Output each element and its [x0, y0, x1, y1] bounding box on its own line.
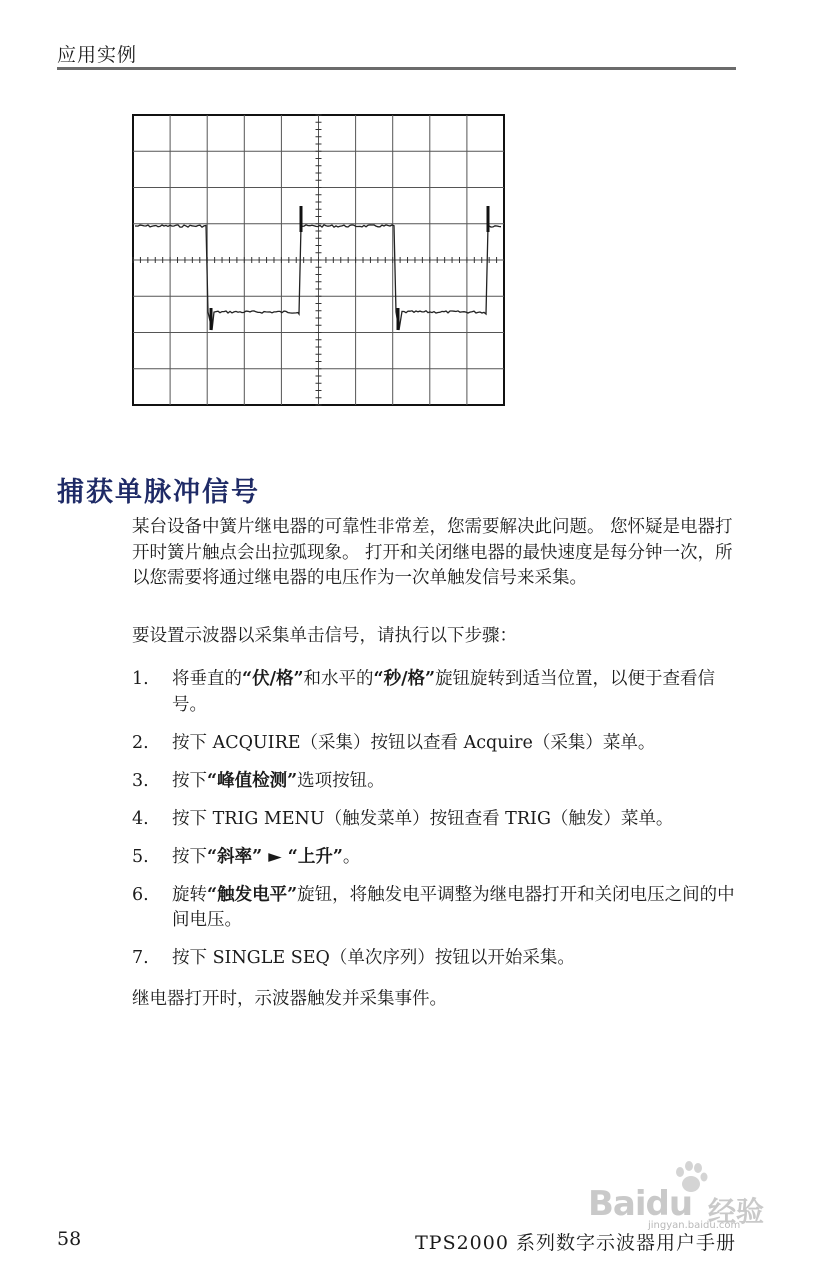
control-name: “峰值检测” [207, 770, 298, 791]
steps-intro: 要设置示波器以采集单击信号，请执行以下步骤： [132, 626, 517, 646]
step-number: 2. [132, 732, 149, 753]
procedure-steps [132, 667, 736, 984]
oscilloscope-figure [132, 114, 505, 406]
step-item [132, 667, 736, 718]
intro-paragraph: 某台设备中簧片继电器的可靠性非常差，您需要解决此问题。 您怀疑是电器打开时簧片触点会出拉弧现象。 打开和关闭继电器的最快速度是每分钟一次，所以您需要将通过继电器的电压作为一次单触发信号来采集。 [132, 517, 733, 588]
control-name: “秒/格” [373, 669, 436, 689]
step-text: 将垂直的 [172, 669, 242, 689]
running-header: 应用实例 [57, 44, 138, 66]
step-item [132, 807, 736, 833]
step-number: 7. [132, 948, 149, 968]
step-item [132, 845, 736, 871]
step-number: 3. [132, 770, 149, 791]
section-heading: 捕获单脉冲信号 [57, 477, 260, 508]
step-text: 。 [342, 846, 361, 867]
step-item [132, 946, 736, 972]
page-number: 58 [57, 1228, 82, 1250]
step-item [132, 769, 736, 795]
baidu-watermark [588, 1158, 778, 1231]
watermark-url: jingyan.baidu.com [648, 1220, 741, 1231]
step-number: 1. [132, 669, 149, 689]
step-text: 按下 [172, 770, 207, 791]
step-number: 4. [132, 808, 149, 829]
step-text: 按下 [172, 846, 207, 867]
watermark-brand: Baidu [588, 1184, 693, 1224]
step-text: 旋钮，将触发电平调整为继电器打开和关闭电压之间的中间电压。 [172, 884, 735, 930]
step-text: 按下 TRIG MENU（触发菜单）按钮查看 TRIG（触发）菜单。 [172, 808, 674, 829]
step-number: 6. [132, 884, 149, 905]
step-text: 旋钮旋转到适当位置，以便于查看信号。 [172, 669, 716, 715]
closing-paragraph: 继电器打开时，示波器触发并采集事件。 [132, 989, 447, 1009]
step-number: 5. [132, 846, 149, 867]
oscilloscope-screen [132, 114, 505, 406]
step-text: 选项按钮。 [297, 770, 385, 791]
step-item [132, 883, 736, 934]
step-text: 按下 SINGLE SEQ（单次序列）按钮以开始采集。 [172, 948, 575, 968]
step-text: 旋转 [172, 884, 207, 905]
step-item [132, 731, 736, 757]
header-rule [57, 67, 736, 70]
watermark-product: 经验 [708, 1195, 765, 1228]
control-name: “伏/格” [242, 669, 304, 689]
control-name: “斜率” ► “上升” [207, 846, 343, 867]
footer-title: TPS2000 系列数字示波器用户手册 [415, 1232, 736, 1254]
step-text: 按下 ACQUIRE（采集）按钮以查看 Acquire（采集）菜单。 [172, 732, 656, 753]
control-name: “触发电平” [207, 884, 298, 905]
step-text: 和水平的 [303, 669, 374, 689]
